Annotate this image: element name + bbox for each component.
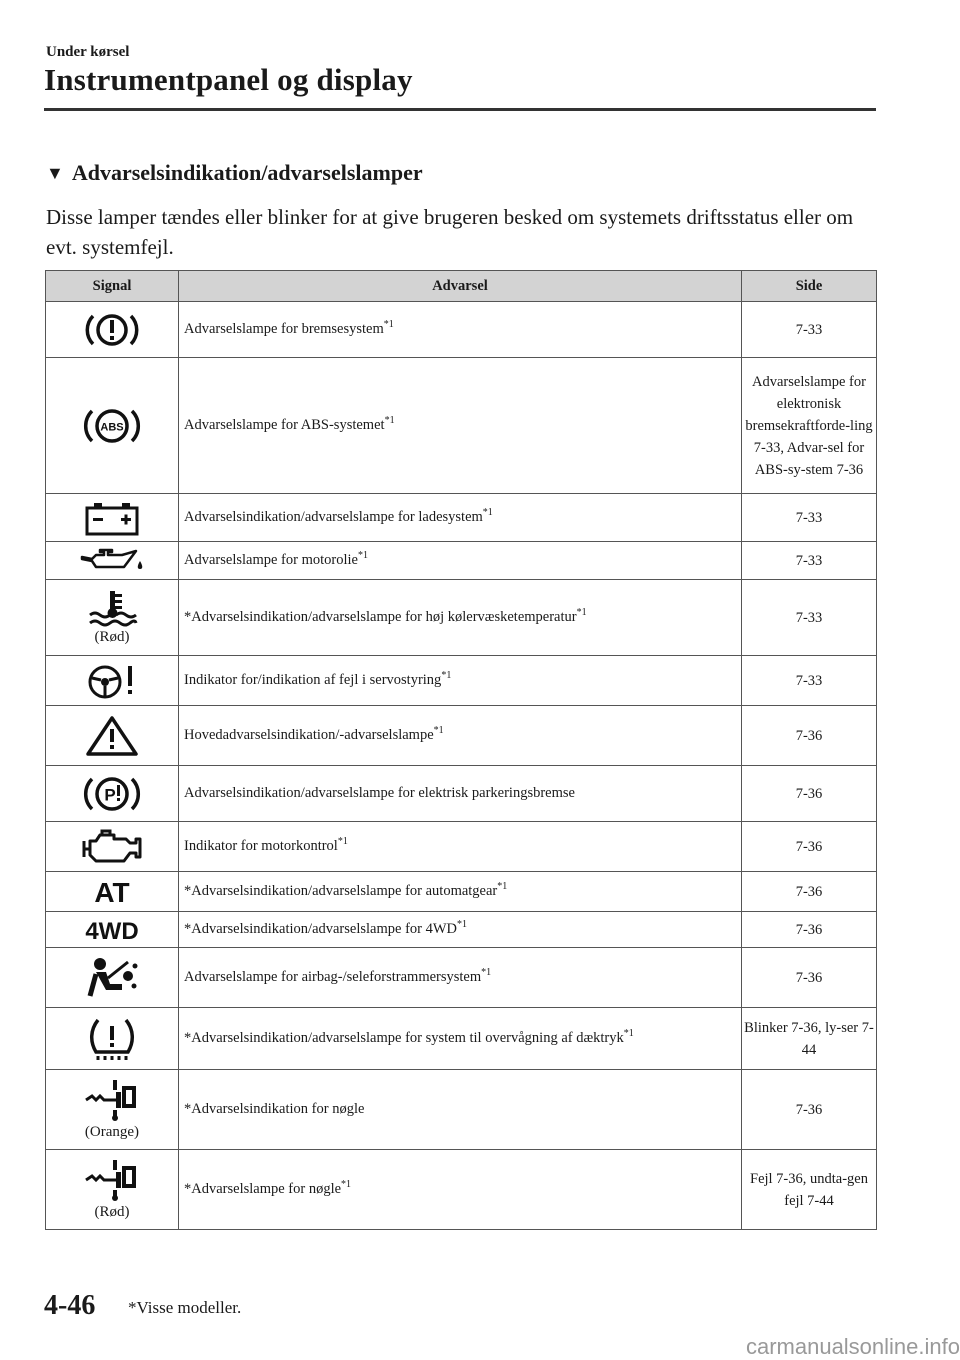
table-row [46,542,877,580]
warning-cell: *Advarselsindikation/advarselslampe for automatgear$^{*1}$ [179,872,742,912]
page-cell: Blinker 7-36, ly-ser 7-44 [742,1008,877,1070]
signal-cell [46,766,179,822]
triangle-down-icon: ▼ [46,162,64,183]
page-cell: 7-36 [742,1070,877,1150]
subheading [46,160,423,186]
page-cell: 7-36 [742,706,877,766]
table-row [46,358,877,494]
title-rule [44,108,876,111]
key-red-icon [82,1158,142,1202]
signal-cell [46,656,179,706]
signal-cell [46,1008,179,1070]
battery-charging-icon [83,500,141,536]
signal-cell [46,822,179,872]
watermark: carmanualsonline.info [745,1334,960,1359]
warning-cell: Indikator for motorkontrol$^{*1}$ [179,822,742,872]
4wd-icon-text: 4WD [85,917,139,944]
table-row [46,1150,877,1230]
subheading-text: Advarselsindikation/advarselslamper [71,160,423,185]
page-title: Instrumentpanel og display [44,62,413,97]
table-row [46,1070,877,1150]
signal-cell [46,912,179,948]
table-row [46,580,877,656]
check-engine-icon [80,829,144,865]
page-cell: 7-36 [742,766,877,822]
signal-cell [46,358,179,494]
warning-cell: Advarselsindikation/advarselslampe for elektrisk parkeringsbremse [179,766,742,822]
signal-cell [46,302,179,358]
table-row [46,912,877,948]
at-icon-text: AT [94,876,130,908]
table-row [46,872,877,912]
signal-cell [46,1070,179,1150]
header-page: Side [742,271,877,302]
warning-cell: *Advarselsindikation/advarselslampe for 4WD$^{*1}$ [179,912,742,948]
warning-cell: Advarselslampe for airbag-/seleforstrammersystem$^{*1}$ [179,948,742,1008]
table-row [46,706,877,766]
table-row [46,494,877,542]
warning-cell: Advarselsindikation/advarselslampe for ladesystem$^{*1}$ [179,494,742,542]
tire-pressure-icon [84,1016,140,1062]
svg-text:ABS: ABS [100,421,124,433]
warning-cell: *Advarselsindikation/advarselslampe for høj kølervæsketemperatur$^{*1}$ [179,580,742,656]
page-cell: Advarselslampe for elektronisk bremsekraftforde-ling 7-33, Advar-sel for ABS-sy-stem 7-36 [742,358,877,494]
signal-cell [46,494,179,542]
page-cell: 7-33 [742,302,877,358]
page-cell: 7-33 [742,542,877,580]
icon-color-label: (Rød) [94,1204,130,1220]
table-row [46,766,877,822]
footnote: *Visse modeller. [128,1298,242,1317]
table-row [46,1008,877,1070]
page-number: 4-46 [44,1290,96,1321]
section-label: Under kørsel [46,44,130,60]
icon-color-label: (Rød) [94,629,130,645]
page-cell: 7-33 [742,656,877,706]
at-icon [82,876,142,908]
signal-cell [46,872,179,912]
page-cell: 7-36 [742,948,877,1008]
coolant-temperature-icon [86,589,138,627]
warning-cell: *Advarselsindikation for nøgle [179,1070,742,1150]
key-orange-icon [82,1078,142,1122]
page-cell: Fejl 7-36, undta-gen fejl 7-44 [742,1150,877,1230]
power-steering-icon [86,662,138,700]
abs-warning-icon [82,404,142,448]
page-cell: 7-36 [742,912,877,948]
signal-cell [46,542,179,580]
airbag-icon [84,956,140,1000]
page-cell: 7-36 [742,822,877,872]
warning-cell: Indikator for/indikation af fejl i servostyring$^{*1}$ [179,656,742,706]
intro-paragraph: Disse lamper tændes eller blinker for at give brugeren besked om systemets driftsstatus eller om evt. systemfejl. [46,205,854,259]
parking-brake-icon [82,772,142,816]
signal-cell [46,706,179,766]
icon-color-label: (Orange) [84,1124,140,1140]
header-signal: Signal [46,271,179,302]
table-row [46,656,877,706]
warning-table [45,270,877,1230]
brake-warning-icon [84,310,140,350]
signal-cell [46,1150,179,1230]
warning-cell: Hovedadvarselsindikation/-advarselslampe$^{*1}$ [179,706,742,766]
header-warning: Advarsel [179,271,742,302]
table-row [46,302,877,358]
warning-cell: Advarselslampe for motorolie$^{*1}$ [179,542,742,580]
table-row [46,948,877,1008]
master-warning-icon [84,714,140,758]
page-cell: 7-33 [742,580,877,656]
oil-can-icon [78,547,146,575]
signal-cell [46,948,179,1008]
signal-cell [46,580,179,656]
svg-text:P: P [104,785,116,804]
warning-cell: *Advarselslampe for nøgle$^{*1}$ [179,1150,742,1230]
table-row [46,822,877,872]
page-cell: 7-33 [742,494,877,542]
page-cell: 7-36 [742,872,877,912]
warning-cell: Advarselslampe for ABS-systemet$^{*1}$ [179,358,742,494]
4wd-icon [72,916,152,944]
warning-cell: *Advarselsindikation/advarselslampe for system til overvågning af dæktryk$^{*1}$ [179,1008,742,1070]
warning-cell: Advarselslampe for bremsesystem$^{*1}$ [179,302,742,358]
table-header-row [46,271,877,302]
